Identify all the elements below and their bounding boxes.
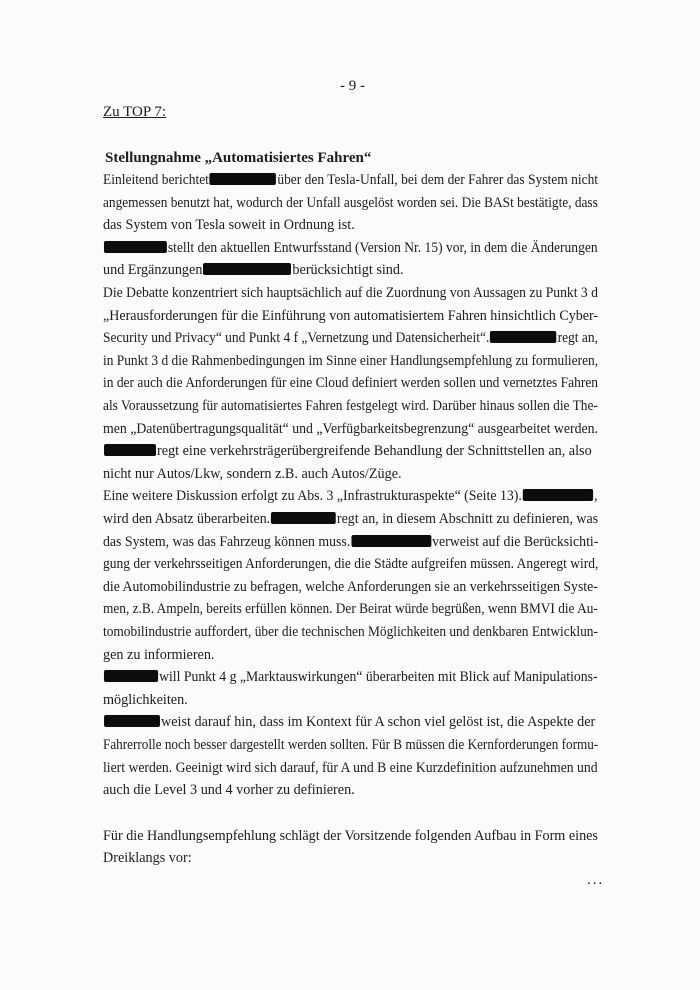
text-line: men „Datenübertragungsqualität“ und „Verfügbarkeitsbegrenzung“ ausgearbeitet werden. (103, 421, 598, 437)
text-line: nicht nur Autos/Lkw, sondern z.B. auch Autos/Züge. (103, 466, 402, 482)
page-number: - 9 - (340, 78, 365, 94)
continuation-mark: ... (587, 872, 605, 888)
redaction-bar (104, 670, 158, 682)
section-title: Stellungnahme „Automatisiertes Fahren“ (105, 150, 372, 166)
redaction-bar (271, 512, 336, 524)
redaction-bar (210, 173, 277, 185)
text-line: tomobilindustrie auffordert, über die technischen Möglichkeiten und denkbaren Entwicklun- (103, 624, 598, 640)
text-line: auch die Level 3 und 4 vorher zu definieren. (103, 782, 355, 798)
redaction-bar (351, 535, 431, 547)
text-line: in der auch die Anforderungen für eine Cloud definiert werden sollen und vernetztes Fahren (103, 375, 599, 391)
text-line: das System von Tesla soweit in Ordnung ist. (103, 217, 355, 233)
text-line: liert werden. Geeinigt wird sich darauf, für A und B eine Kurzdefinition aufzunehmen und (103, 760, 598, 776)
redaction-bar (490, 331, 556, 343)
text-line: Die Debatte konzentriert sich hauptsächlich auf die Zuordnung von Aussagen zu Punkt 3 d (103, 285, 598, 301)
text-line: regt eine verkehrsträgerübergreifende Behandlung der Schnittstellen an, also (103, 441, 592, 461)
text-line: Security und Privacy“ und Punkt 4 f „Vernetzung und Datensicherheit“. regt an, (103, 330, 598, 346)
text-line: Eine weitere Diskussion erfolgt zu Abs. 3 „Infrastrukturaspekte“ (Seite 13). , (103, 488, 598, 504)
text-line: „Herausforderungen für die Einführung von automatisiertem Fahren hinsichtlich Cyber- (103, 308, 599, 324)
text-line: in Punkt 3 d die Rahmenbedingungen im Sinne einer Handlungsempfehlung zu formulieren, (103, 353, 599, 369)
agenda-item-heading: Zu TOP 7: (103, 104, 167, 120)
text-line: als Voraussetzung für automatisiertes Fahren festgelegt wird. Darüber hinaus sollen die The- (103, 398, 598, 414)
text-line: stellt den aktuellen Entwurfsstand (Version Nr. 15) vor, in dem die Änderungen (103, 238, 598, 258)
text-line: gen zu informieren. (103, 647, 215, 663)
redaction-bar (104, 241, 167, 253)
text-line: gung der verkehrsseitigen Anforderungen, die die Städte aufgreifen müssen. Angeregt wird, (103, 556, 599, 572)
text-line: Fahrerrolle noch besser dargestellt werden sollten. Für B müssen die Kernforderungen formu- (103, 737, 599, 753)
text-line: weist darauf hin, dass im Kontext für A schon viel gelöst ist, die Aspekte der (103, 712, 595, 732)
text-line: wird den Absatz überarbeiten. regt an, in diesem Abschnitt zu definieren, was (103, 511, 599, 527)
text-line: Dreiklangs vor: (103, 850, 192, 866)
redaction-bar (523, 489, 593, 501)
text-line: Für die Handlungsempfehlung schlägt der Vorsitzende folgenden Aufbau in Form eines (103, 828, 598, 844)
text-line: möglichkeiten. (103, 692, 188, 708)
text-line: und Ergänzungen berücksichtigt sind. (103, 262, 404, 278)
text-line: angemessen benutzt hat, wodurch der Unfall ausgelöst worden sei. Die BASt bestätigte, dass (103, 195, 598, 211)
text-line: die Automobilindustrie zu befragen, welche Anforderungen sie an verkehrsseitigen Syste- (103, 579, 598, 595)
text-line: men, z.B. Ampeln, bereits erfüllen können. Der Beirat würde begrüßen, wenn BMVI die Au- (103, 601, 598, 617)
text-line: Einleitend berichtet über den Tesla-Unfall, bei dem der Fahrer das System nicht (103, 172, 599, 188)
redaction-bar (104, 715, 160, 727)
redaction-bar (104, 444, 156, 456)
text-line: will Punkt 4 g „Marktauswirkungen“ überarbeiten mit Blick auf Manipulations- (103, 667, 598, 687)
text-line: das System, was das Fahrzeug können muss. verweist auf die Berücksichti- (103, 534, 599, 550)
redaction-bar (203, 263, 291, 275)
